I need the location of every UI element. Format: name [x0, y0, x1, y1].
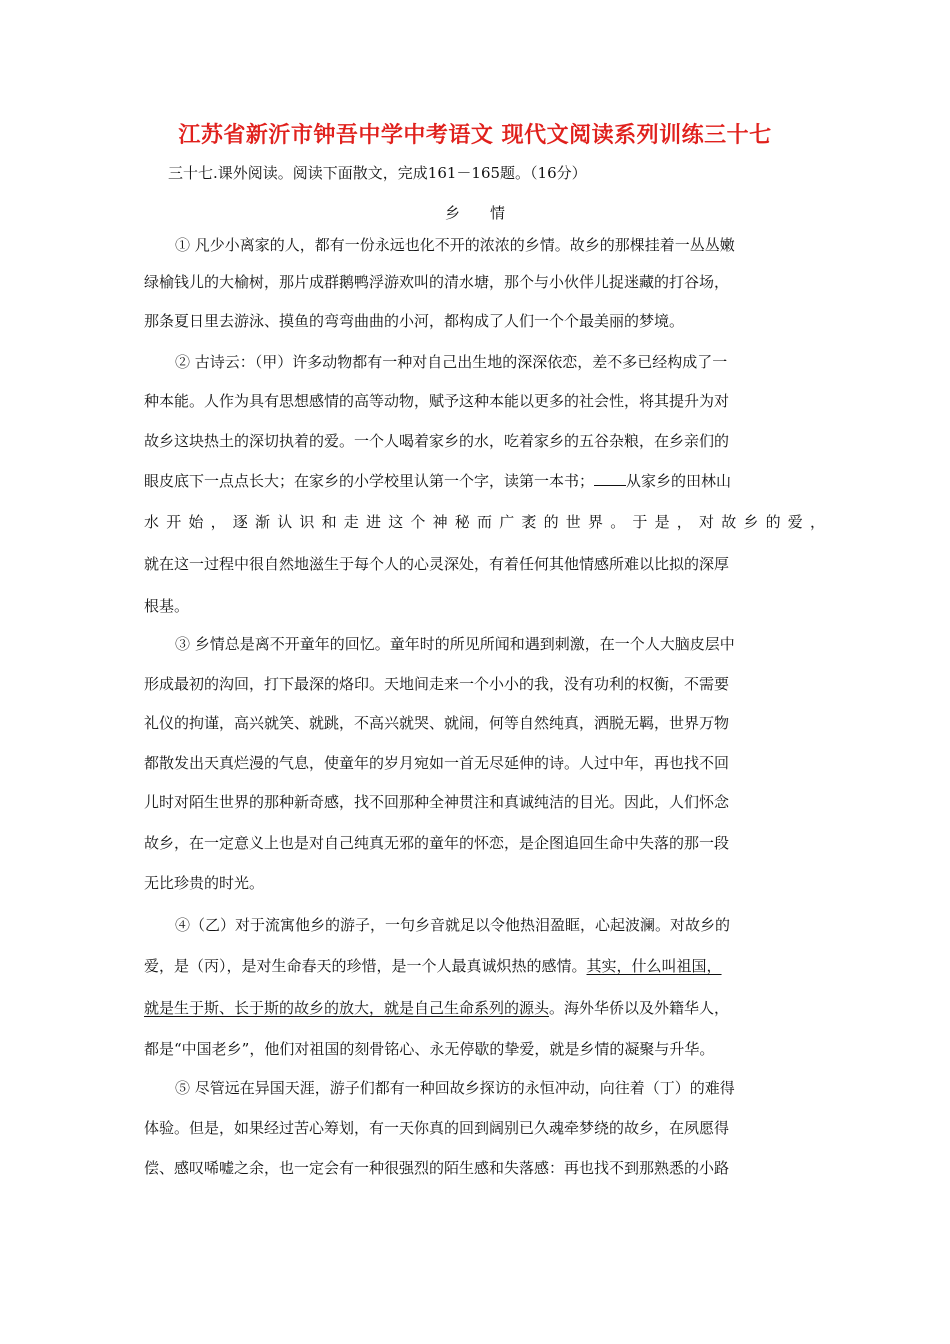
paragraph-4-line-3-text: 。海外华侨以及外籍华人， [549, 999, 730, 1017]
paragraph-3-line-1: ③ 乡情总是离不开童年的回忆。童年时的所见所闻和遇到刺激，在一个人大脑皮层中 [175, 635, 735, 653]
underlined-sentence-part-2: 就是生于斯、长于斯的故乡的放大，就是自己生命系列的源头 [144, 999, 550, 1017]
paragraph-2-line-5: 水开始，逐渐认识和走进这个神秘而广袤的世界。于是，对故乡的爱， [144, 513, 833, 531]
paragraph-2-line-1: ② 古诗云：（甲）许多动物都有一种对自己出生地的深深依恋，差不多已经构成了一 [175, 353, 728, 371]
paragraph-3-line-5: 儿时对陌生世界的那种新奇感，找不回那种全神贯注和真诚纯洁的目光。因此，人们怀念 [144, 793, 730, 811]
paragraph-2-line-6: 就在这一过程中很自然地滋生于每个人的心灵深处，有着任何其他情感所难以比拟的深厚 [144, 555, 730, 573]
paragraph-2-line-3: 故乡这块热土的深切执着的爱。一个人喝着家乡的水，吃着家乡的五谷杂粮，在乡亲们的 [144, 432, 730, 450]
paragraph-3-line-7: 无比珍贵的时光。 [144, 874, 265, 892]
underlined-sentence-part-1: 其实，什么叫祖国， [586, 957, 722, 975]
paragraph-5-line-1: ⑤ 尽管远在异国天涯，游子们都有一种回故乡探访的永恒冲动，向往着（丁）的难得 [175, 1079, 735, 1097]
fill-in-blank [594, 471, 626, 486]
paragraph-2-line-4 [144, 471, 731, 491]
paragraph-3-line-3: 礼仪的拘谨，高兴就笑、就跳，不高兴就哭、就闹，何等自然纯真，洒脱无羁，世界万物 [144, 714, 730, 732]
paragraph-3-line-6: 故乡，在一定意义上也是对自己纯真无邪的童年的怀恋，是企图追回生命中失落的那一段 [144, 834, 730, 852]
paragraph-4-line-3 [144, 998, 729, 1018]
paragraph-5-line-3: 偿、感叹唏嘘之余，也一定会有一种很强烈的陌生感和失落感：再也找不到那熟悉的小路 [144, 1159, 730, 1177]
paragraph-2-line-4-text-a: 眼皮底下一点点长大；在家乡的小学校里认第一个字，读第一本书； [144, 472, 595, 490]
paragraph-4-line-1: ④（乙）对于流寓他乡的游子，一句乡音就足以令他热泪盈眶，心起波澜。对故乡的 [175, 916, 731, 934]
paragraph-4-line-2 [144, 956, 722, 976]
paragraph-1-line-3: 那条夏日里去游泳、摸鱼的弯弯曲曲的小河，都构成了人们一个个最美丽的梦境。 [144, 312, 685, 330]
paragraph-2-line-2: 种本能。人作为具有思想感情的高等动物，赋予这种本能以更多的社会性，将其提升为对 [144, 392, 730, 410]
document-title: 江苏省新沂市钟吾中学中考语文 现代文阅读系列训练三十七 [178, 122, 772, 148]
paragraph-1-line-2: 绿榆钱儿的大榆树，那片成群鹅鸭浮游欢叫的清水塘，那个与小伙伴儿捉迷藏的打谷场， [144, 273, 730, 291]
paragraph-4-line-4: 都是“中国老乡”，他们对祖国的刻骨铭心、永无停歇的挚爱，就是乡情的凝聚与升华。 [144, 1040, 715, 1058]
paragraph-3-line-2: 形成最初的沟回，打下最深的烙印。天地间走来一个小小的我，没有功利的权衡，不需要 [144, 675, 730, 693]
paragraph-1-line-1: ① 凡少小离家的人，都有一份永远也化不开的浓浓的乡情。故乡的那棵挂着一丛丛嫩 [175, 236, 735, 254]
paragraph-3-line-4: 都散发出天真烂漫的气息，使童年的岁月宛如一首无尽延伸的诗。人过中年，再也找不回 [144, 754, 730, 772]
paragraph-4-line-2-text: 爱，是（丙），是对生命春天的珍惜，是一个人最真诚炽热的感情。 [144, 957, 587, 975]
paragraph-5-line-2: 体验。但是，如果经过苦心筹划，有一天你真的回到阔别已久魂牵梦绕的故乡，在夙愿得 [144, 1119, 730, 1137]
paragraph-2-line-4-text-b: 从家乡的田林山 [626, 472, 732, 490]
paragraph-2-line-7: 根基。 [144, 597, 190, 615]
essay-title: 乡情 [444, 204, 535, 222]
question-instruction: 三十七.课外阅读。阅读下面散文，完成161－165题。（16分） [168, 164, 587, 182]
